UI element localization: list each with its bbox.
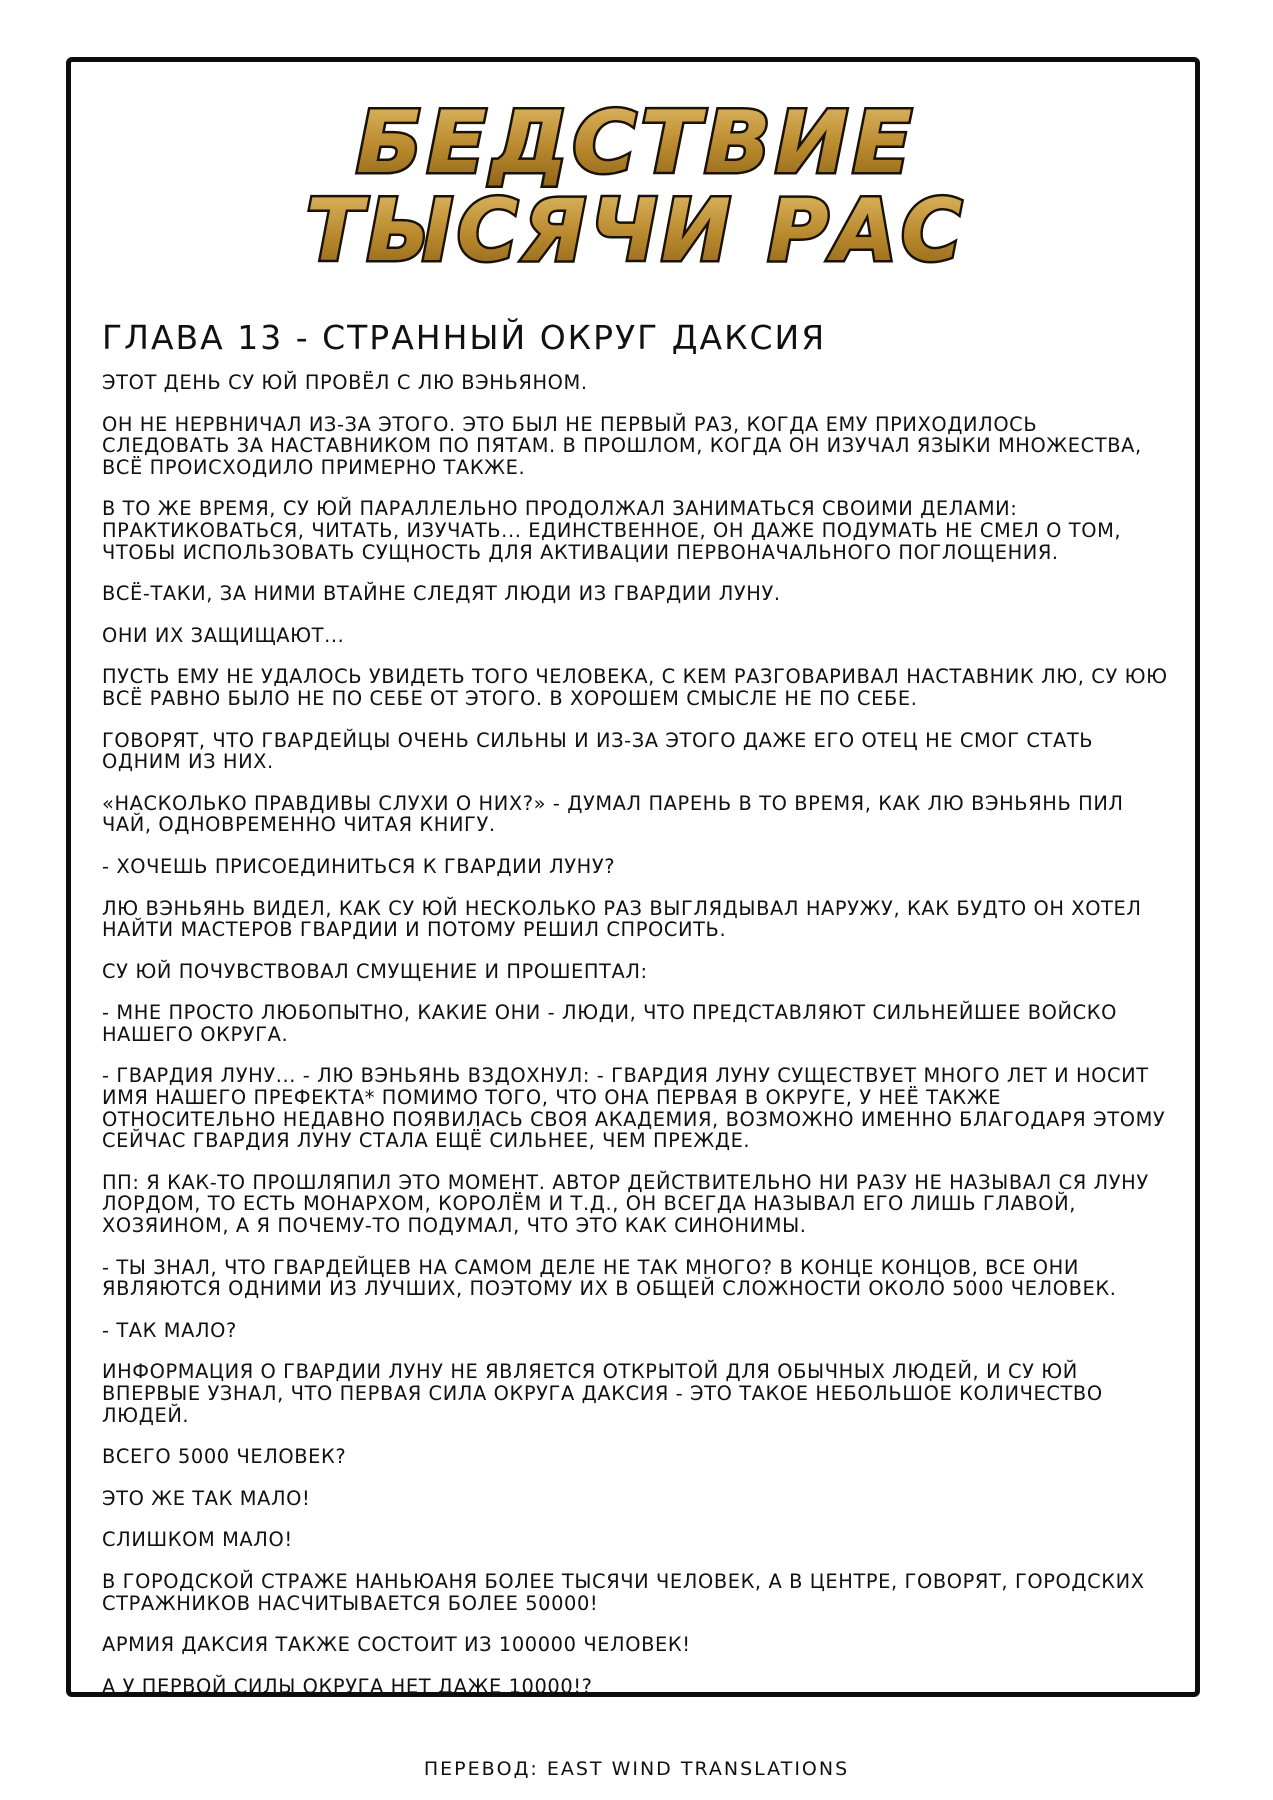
title-logo-art bbox=[300, 92, 973, 274]
title-logo bbox=[300, 92, 973, 274]
paragraph: ИНФОРМАЦИЯ О ГВАРДИИ ЛУНУ НЕ ЯВЛЯЕТСЯ ОТКРЫТОЙ ДЛЯ ОБЫЧНЫХ ЛЮДЕЙ, И СУ ЮЙ ВПЕРВЫЕ УЗНАЛ, ЧТО ПЕРВАЯ СИЛА ОКРУГА ДАКСИЯ - ЭТО ТАКОЕ НЕБОЛЬШОЕ КОЛИЧЕСТВО ЛЮДЕЙ. bbox=[102, 1360, 1103, 1427]
paragraph: АРМИЯ ДАКСИЯ ТАКЖЕ СОСТОИТ ИЗ 100000 ЧЕЛОВЕК! bbox=[102, 1633, 691, 1657]
paragraph: СЛИШКОМ МАЛО! bbox=[102, 1528, 293, 1552]
paragraph: ОНИ ИХ ЗАЩИЩАЮТ... bbox=[102, 623, 345, 647]
paragraph: - ТЫ ЗНАЛ, ЧТО ГВАРДЕЙЦЕВ НА САМОМ ДЕЛЕ НЕ ТАК МНОГО? В КОНЦЕ КОНЦОВ, ВСЕ ОНИ ЯВЛЯЮТСЯ ОДНИМИ ИЗ ЛУЧШИХ, ПОЭТОМУ ИХ В ОБЩЕЙ СЛОЖНОСТИ ОКОЛО 5000 ЧЕЛОВЕК. bbox=[102, 1255, 1117, 1301]
paragraph: А У ПЕРВОЙ СИЛЫ ОКРУГА НЕТ ДАЖЕ 10000!? bbox=[102, 1674, 593, 1698]
translator-credit: ПЕРЕВОД: EAST WIND TRANSLATIONS bbox=[423, 1758, 850, 1780]
paragraph: ГОВОРЯТ, ЧТО ГВАРДЕЙЦЫ ОЧЕНЬ СИЛЬНЫ И ИЗ-ЗА ЭТОГО ДАЖЕ ЕГО ОТЕЦ НЕ СМОГ СТАТЬ ОДНИМ ИЗ НИХ. bbox=[102, 728, 1094, 774]
paragraph: СУ ЮЙ ПОЧУВСТВОВАЛ СМУЩЕНИЕ И ПРОШЕПТАЛ: bbox=[102, 959, 648, 983]
logo-line-1: БЕДСТВИЕ bbox=[356, 93, 916, 193]
paragraph: ЛЮ ВЭНЬЯНЬ ВИДЕЛ, КАК СУ ЮЙ НЕСКОЛЬКО РАЗ ВЫГЛЯДЫВАЛ НАРУЖУ, КАК БУДТО ОН ХОТЕЛ НАЙТИ МАСТЕРОВ ГВАРДИИ И ПОТОМУ РЕШИЛ СПРОСИТЬ. bbox=[102, 896, 1142, 942]
paragraph: «НАСКОЛЬКО ПРАВДИВЫ СЛУХИ О НИХ?» - ДУМАЛ ПАРЕНЬ В ТО ВРЕМЯ, КАК ЛЮ ВЭНЬЯНЬ ПИЛ ЧАЙ, ОДНОВРЕМЕННО ЧИТАЯ КНИГУ. bbox=[102, 791, 1124, 837]
chapter-body bbox=[102, 372, 1170, 1717]
paragraph: ПУСТЬ ЕМУ НЕ УДАЛОСЬ УВИДЕТЬ ТОГО ЧЕЛОВЕКА, С КЕМ РАЗГОВАРИВАЛ НАСТАВНИК ЛЮ, СУ ЮЮ ВСЁ РАВНО БЫЛО НЕ ПО СЕБЕ ОТ ЭТОГО. В ХОРОШЕМ СМЫСЛЕ НЕ ПО СЕБЕ. bbox=[102, 665, 1168, 710]
paragraph: - ХОЧЕШЬ ПРИСОЕДИНИТЬСЯ К ГВАРДИИ ЛУНУ? bbox=[102, 854, 616, 878]
paragraph: - ГВАРДИЯ ЛУНУ... - ЛЮ ВЭНЬЯНЬ ВЗДОХНУЛ: - ГВАРДИЯ ЛУНУ СУЩЕСТВУЕТ МНОГО ЛЕТ И НОСИТ ИМЯ НАШЕГО ПРЕФЕКТА* ПОМИМО ТОГО, ЧТО ОНА ПЕРВАЯ В ОКРУГЕ, У НЕЁ ТАКЖЕ ОТНОСИТЕЛЬНО НЕДАВНО ПОЯВИЛАСЬ СВОЯ АКАДЕМИЯ, ВОЗМОЖНО ИМЕННО БЛАГОДАРЯ ЭТОМУ СЕЙЧАС ГВАРДИЯ ЛУНУ СТАЛА ЕЩЁ СИЛЬНЕЕ, ЧЕМ ПРЕЖДЕ. bbox=[102, 1064, 1166, 1153]
logo-line-2: ТЫСЯЧИ РАС bbox=[306, 181, 966, 274]
paragraph: В ГОРОДСКОЙ СТРАЖЕ НАНЬЮАНЯ БОЛЕЕ ТЫСЯЧИ ЧЕЛОВЕК, А В ЦЕНТРЕ, ГОВОРЯТ, ГОРОДСКИХ СТРАЖНИКОВ НАСЧИТЫВАЕТСЯ БОЛЕЕ 50000! bbox=[102, 1569, 1145, 1615]
chapter-title: ГЛАВА 13 - СТРАННЫЙ ОКРУГ ДАКСИЯ bbox=[102, 318, 827, 357]
paragraph: ОН НЕ НЕРВНИЧАЛ ИЗ-ЗА ЭТОГО. ЭТО БЫЛ НЕ ПЕРВЫЙ РАЗ, КОГДА ЕМУ ПРИХОДИЛОСЬ СЛЕДОВАТЬ ЗА НАСТАВНИКОМ ПО ПЯТАМ. В ПРОШЛОМ, КОГДА ОН ИЗУЧАЛ ЯЗЫКИ МНОЖЕСТВА, ВСЁ ПРОИСХОДИЛО ПРИМЕРНО ТАКЖЕ. bbox=[102, 412, 1142, 479]
paragraph: ВСЁ-ТАКИ, ЗА НИМИ ВТАЙНЕ СЛЕДЯТ ЛЮДИ ИЗ ГВАРДИИ ЛУНУ. bbox=[102, 582, 781, 606]
paragraph: ЭТОТ ДЕНЬ СУ ЮЙ ПРОВЁЛ С ЛЮ ВЭНЬЯНОМ. bbox=[102, 371, 588, 394]
translator-note: ПП: Я КАК-ТО ПРОШЛЯПИЛ ЭТО МОМЕНТ. АВТОР ДЕЙСТВИТЕЛЬНО НИ РАЗУ НЕ НАЗЫВАЛ СЯ ЛУНУ ЛОРДОМ, ТО ЕСТЬ МОНАРХОМ, КОРОЛЁМ И Т.Д., ОН ВСЕГДА НАЗЫВАЛ ЕГО ЛИШЬ ГЛАВОЙ, ХОЗЯИНОМ, А Я ПОЧЕМУ-ТО ПОДУМАЛ, ЧТО ЭТО КАК СИНОНИМЫ. bbox=[102, 1170, 1149, 1238]
paragraph: ВСЕГО 5000 ЧЕЛОВЕК? bbox=[102, 1445, 347, 1469]
paragraph: ЭТО ЖЕ ТАК МАЛО! bbox=[102, 1486, 311, 1510]
paragraph: - ТАК МАЛО? bbox=[102, 1318, 237, 1342]
paragraph: В ТО ЖЕ ВРЕМЯ, СУ ЮЙ ПАРАЛЛЕЛЬНО ПРОДОЛЖАЛ ЗАНИМАТЬСЯ СВОИМИ ДЕЛАМИ: ПРАКТИКОВАТЬСЯ, ЧИТАТЬ, ИЗУЧАТЬ... ЕДИНСТВЕННОЕ, ОН ДАЖЕ ПОДУМАТЬ НЕ СМЕЛ О ТОМ, ЧТОБЫ ИСПОЛЬЗОВАТЬ СУЩНОСТЬ ДЛЯ АКТИВАЦИИ ПЕРВОНАЧАЛЬНОГО ПОГЛОЩЕНИЯ. bbox=[102, 497, 1122, 564]
paragraph: - МНЕ ПРОСТО ЛЮБОПЫТНО, КАКИЕ ОНИ - ЛЮДИ, ЧТО ПРЕДСТАВЛЯЮТ СИЛЬНЕЙШЕЕ ВОЙСКО НАШЕГО ОКРУГА. bbox=[102, 1001, 1117, 1046]
